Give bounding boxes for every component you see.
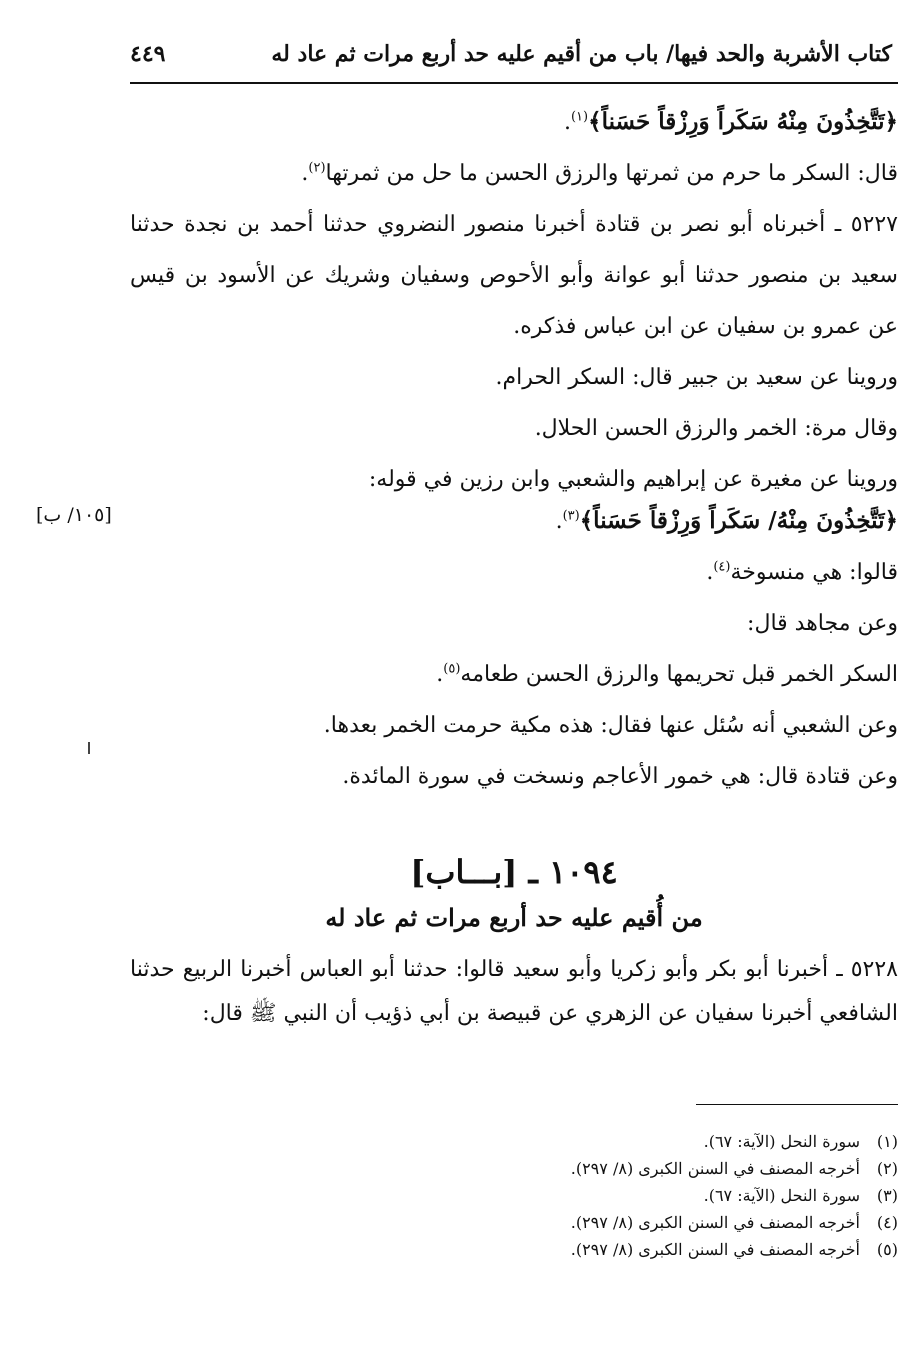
header-rule <box>130 82 898 84</box>
footnote-rule <box>696 1104 898 1105</box>
footnote-ref-2: (٢) <box>308 160 326 176</box>
paragraph-11: وعن الشعبي أنه سُئل عنها فقال: هذه مكية حرمت الخمر بعدها. <box>323 713 898 738</box>
paragraph-2: قال: السكر ما حرم من ثمرتها والرزق الحسن ما حل من ثمرتها$^{(٢)}$. <box>301 160 898 186</box>
running-header <box>130 30 892 78</box>
hadith-5227: ٥٢٢٧ ـ أخبرناه أبو نصر بن قتادة أخبرنا منصور النضروي حدثنا أحمد بن نجدة حدثنا سعيد بن منصور حدثنا أبو عوانة وأبو الأحوص وسفيان وشريك عن الأسود بن قيس عن عمرو بن سفيان عن ابن عباس فذكره. <box>130 212 898 339</box>
chapter-number: ١٠٩٤ ـ [بـــاب] <box>410 853 618 891</box>
paragraph-8: قالوا: هي منسوخة$^{(٤)}$. <box>706 559 898 585</box>
chapter-title: من أُقيم عليه حد أربع مرات ثم عاد له <box>325 903 703 932</box>
footnote-item: (٣) سورة النحل (الآية: ٦٧). <box>703 1186 898 1205</box>
footnote-ref-5: (٥) <box>443 661 461 677</box>
paragraph-4: وروينا عن سعيد بن جبير قال: السكر الحرام. <box>495 365 898 390</box>
hadith-5228: ٥٢٢٨ ـ أخبرنا أبو بكر وأبو زكريا وأبو سعيد قالوا: حدثنا أبو العباس أخبرنا الربيع حدثنا الشافعي أخبرنا سفيان عن الزهري عن قبيصة بن أبي ذؤيب أن النبي ﷺ قال: <box>130 957 898 1026</box>
paragraph-6: وروينا عن مغيرة عن إبراهيم والشعبي وابن رزين في قوله: <box>368 467 898 492</box>
footnote-item: (٥) أخرجه المصنف في السنن الكبرى (٨/ ٢٩٧). <box>570 1240 898 1259</box>
main-text <box>130 96 898 802</box>
quran-verse-2: ﴿تَتَّخِذُونَ مِنْهُ/ سَكَراً وَرِزْقاً حَسَناً﴾$^{(٣)}$. <box>555 507 898 534</box>
footnote-ref-4: (٤) <box>713 559 731 575</box>
paragraph-5: وقال مرة: الخمر والرزق الحسن الحلال. <box>534 416 898 441</box>
footnote-ref-1: (١) <box>570 109 589 125</box>
paragraph-9: وعن مجاهد قال: <box>747 611 898 636</box>
footnote-item: (٢) أخرجه المصنف في السنن الكبرى (٨/ ٢٩٧). <box>570 1159 898 1178</box>
margin-mark <box>88 742 90 754</box>
footnote-ref-3: (٣) <box>562 508 580 524</box>
chapter-heading <box>130 852 898 938</box>
paragraph-10: السكر الخمر قبل تحريمها والرزق الحسن طعامه$^{(٥)}$. <box>436 661 898 687</box>
chapter-text <box>130 948 898 1036</box>
manuscript-folio-note: [١٠٥/ ب] <box>36 504 112 526</box>
header-title: كتاب الأشربة والحد فيها/ باب من أقيم عليه حد أربع مرات ثم عاد له <box>271 41 892 67</box>
footnotes <box>130 1128 898 1263</box>
footnote-item: (٤) أخرجه المصنف في السنن الكبرى (٨/ ٢٩٧). <box>570 1213 898 1232</box>
paragraph-12: وعن قتادة قال: هي خمور الأعاجم ونسخت في سورة المائدة. <box>342 764 898 789</box>
footnote-item: (١) سورة النحل (الآية: ٦٧). <box>703 1132 898 1151</box>
quran-verse-1: ﴿تَتَّخِذُونَ مِنْهُ سَكَراً وَرِزْقاً حَسَناً﴾$^{(١)}$. <box>563 108 898 135</box>
page-number: ٤٤٩ <box>130 41 166 67</box>
